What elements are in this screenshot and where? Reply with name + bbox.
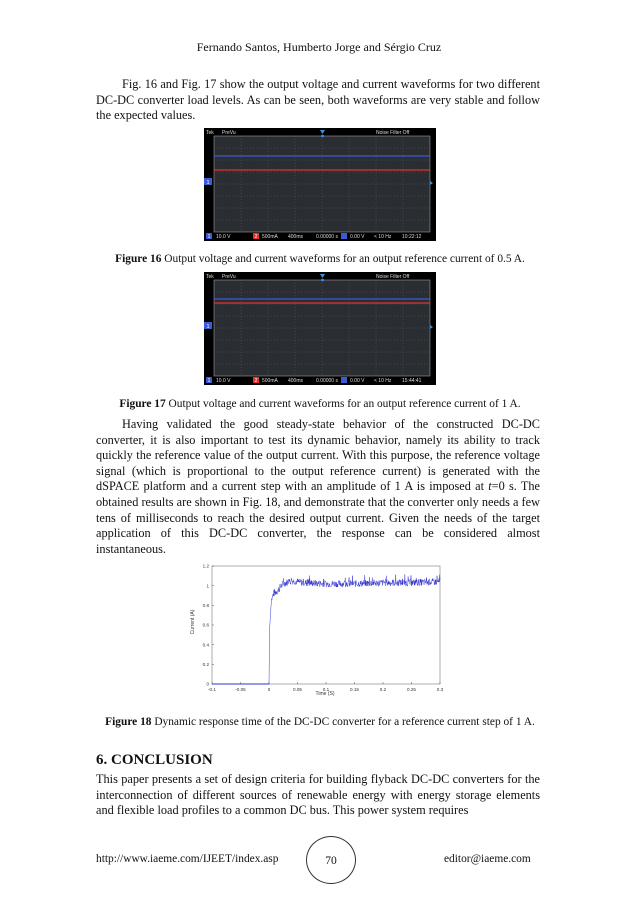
- figure-17-caption: [90, 397, 550, 412]
- scope-top-mode: PreVu: [222, 274, 236, 280]
- y-tick-label: 0.8: [202, 602, 209, 608]
- x-tick-label: -0.1: [208, 687, 216, 692]
- running-header: Fernando Santos, Humberto Jorge and Sérgio Cruz: [196, 40, 442, 54]
- x-tick-label: 0.05: [293, 687, 302, 692]
- figure-16-image: [204, 128, 436, 241]
- scope-ch1-marker: 1: [206, 180, 210, 186]
- scope-timestamp: 15:44:41: [402, 378, 422, 384]
- scope-top-right: Noise Filter Off: [376, 130, 410, 136]
- y-tick-label: 0.2: [202, 661, 209, 667]
- scope-ch2-scale: 500mA: [262, 234, 278, 240]
- paragraph-2-part-b: =0 s. The obtained results are shown in Fig. 18, and demonstrate that the converter only needs a few tens of milliseconds to reach the desired output current. Given the needs of the target application of this DC-DC converter, the response can be considered almost instantaneous.: [96, 479, 540, 556]
- scope-delay: 0.00000 s: [316, 234, 338, 240]
- paragraph-1: Fig. 16 and Fig. 17 show the output voltage and current waveforms for two different DC-DC converter load levels. As can be seen, both waveforms are very stable and follow the expected values.: [96, 77, 540, 123]
- y-tick-label: 1.2: [202, 563, 209, 569]
- scope-frequency: < 10 Hz: [374, 234, 392, 240]
- scope-ch1-tag: 1: [207, 378, 211, 384]
- page-number-text: 70: [325, 853, 337, 867]
- paragraph-conclusion: This paper presents a set of design criteria for building flyback DC-DC converters for the interconnection of different sources of renewable energy with energy storage elements and flexible load profiles to a common DC bus. This power system requires: [96, 772, 540, 818]
- scope-top-mode: PreVu: [222, 130, 236, 136]
- y-axis-label: Current (A): [190, 609, 196, 635]
- scope-ch1-tag: 1: [207, 234, 211, 240]
- footer-email-link[interactable]: editor@iaeme.com: [444, 853, 531, 865]
- scope-ch2-tag: 2: [254, 378, 258, 384]
- y-tick-label: 0.6: [202, 622, 209, 628]
- scope-ch2-tag: 2: [254, 234, 258, 240]
- figure-16-caption-text: Output voltage and current waveforms for an output reference current of 0.5 A.: [161, 253, 525, 265]
- paragraph-2-part-a: Having validated the good steady-state behavior of the constructed DC-DC converter, it is also important to test its dynamic behavior, namely its ability to track quickly the reference value of the output current. With this purpose, the reference voltage signal (which is proportional to the output reference current) is generated with the dSPACE platform and a current step with an amplitude of 1 A is imposed at: [96, 417, 540, 494]
- scope-ch1-scale: 10.0 V: [216, 378, 231, 384]
- scope-trigger-level: 0.00 V: [350, 378, 365, 384]
- scope-top-right: Noise Filter Off: [376, 274, 410, 280]
- figure-17-caption-text: Output voltage and current waveforms for an output reference current of 1 A.: [165, 398, 521, 410]
- scope-frequency: < 10 Hz: [374, 378, 392, 384]
- footer-url-link[interactable]: http://www.iaeme.com/IJEET/index.asp: [96, 853, 279, 865]
- x-tick-label: 0.25: [407, 687, 416, 692]
- paragraph-2-variable: t: [488, 479, 492, 494]
- scope-time-div: 400ms: [288, 234, 304, 240]
- figure-18-caption-text: Dynamic response time of the DC-DC converter for a reference current step of 1 A.: [151, 716, 535, 728]
- y-tick-label: 1: [206, 583, 209, 589]
- x-tick-label: -0.05: [235, 687, 246, 692]
- scope-top-left: Tek: [206, 130, 214, 136]
- step-response-chart: [188, 560, 448, 702]
- page-number: [306, 836, 356, 884]
- scope-timestamp: 10:22:12: [402, 234, 422, 240]
- figure-18-label: Figure 18: [105, 716, 152, 728]
- y-tick-label: 0.4: [202, 642, 209, 648]
- scope-time-div: 400ms: [288, 378, 304, 384]
- x-tick-label: 0.1: [322, 687, 330, 692]
- figure-17-image: [204, 272, 436, 385]
- scope-ch1-marker: 1: [206, 324, 210, 330]
- section-heading-conclusion: 6. CONCLUSION: [96, 752, 213, 768]
- oscilloscope-screen-17: [204, 272, 436, 385]
- figure-18-caption: [90, 715, 550, 730]
- scope-ch1-scale: 10.0 V: [216, 234, 231, 240]
- scope-top-left: Tek: [206, 274, 214, 280]
- scope-ch2-scale: 500mA: [262, 378, 278, 384]
- y-tick-label: 0: [206, 681, 209, 687]
- x-axis-label: Time (S): [315, 691, 335, 697]
- oscilloscope-screen-16: [204, 128, 436, 241]
- figure-16-label: Figure 16: [115, 253, 162, 265]
- x-tick-label: 0.2: [379, 687, 387, 692]
- figure-18-chart: [188, 560, 448, 702]
- x-tick-label: 0.15: [350, 687, 359, 692]
- scope-delay: 0.00000 s: [316, 378, 338, 384]
- figure-16-caption: [90, 252, 550, 267]
- x-tick-label: 0.3: [436, 687, 444, 692]
- figure-17-label: Figure 17: [119, 398, 166, 410]
- x-tick-label: 0: [267, 687, 271, 692]
- paragraph-2: [96, 417, 540, 557]
- scope-trigger-level: 0.00 V: [350, 234, 365, 240]
